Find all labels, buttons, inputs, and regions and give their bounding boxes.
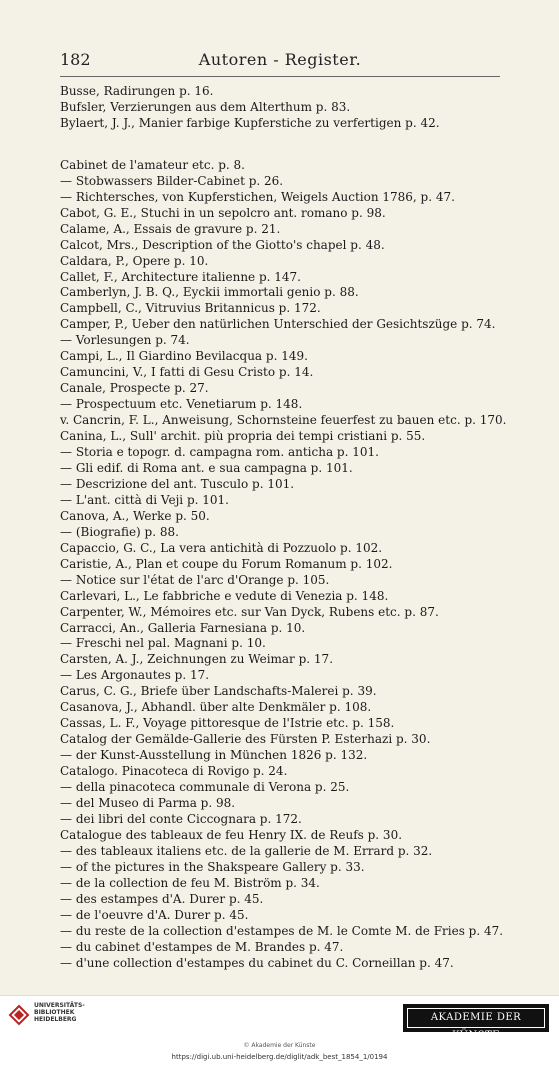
register-entry: Catalogo. Pinacoteca di Rovigo p. 24. (60, 764, 288, 779)
register-entry: — du reste de la collection d'estampes de M. le Comte M. de Fries p. 47. (60, 923, 504, 938)
register-entry: — Notice sur l'état de l'arc d'Orange p. 105. (60, 572, 330, 587)
register-entry: Cabot, G. E., Stuchi in un sepolcro ant. romano p. 98. (60, 205, 386, 220)
register-entry: — des tableaux italiens etc. de la gallerie de M. Errard p. 32. (60, 843, 433, 858)
register-entry: — (Biografie) p. 88. (60, 524, 179, 539)
register-entry: Camper, P., Ueber den natürlichen Unterschied der Gesichtszüge p. 74. (60, 317, 496, 332)
register-entry: Bufsler, Verzierungen aus dem Alterthum p. 83. (60, 99, 351, 114)
register-entry: Catalogue des tableaux de feu Henry IX. de Reufs p. 30. (60, 827, 403, 842)
entries-b-section (60, 84, 540, 132)
register-entry: — Les Argonautes p. 17. (60, 668, 210, 683)
register-entry: Caldara, P., Opere p. 10. (60, 253, 209, 268)
register-entry: — d'une collection d'estampes du cabinet du C. Corneillan p. 47. (60, 955, 454, 970)
register-entry: — de l'oeuvre d'A. Durer p. 45. (60, 907, 249, 922)
register-entry: Callet, F., Architecture italienne p. 147. (60, 269, 301, 284)
library-name-line: BIBLIOTHEK (34, 1009, 75, 1016)
register-entry: — of the pictures in the Shakspeare Gallery p. 33. (60, 859, 365, 874)
register-entry: Canina, L., Sull' archit. più propria dei tempi cristiani p. 55. (60, 429, 426, 444)
library-name-line: UNIVERSITÄTS- (34, 1002, 85, 1009)
register-entry: — L'ant. città di Veji p. 101. (60, 492, 229, 507)
register-entry: — del Museo di Parma p. 98. (60, 795, 236, 810)
register-entry: Capaccio, G. C., La vera antichità di Pozzuolo p. 102. (60, 540, 383, 555)
page-header (60, 50, 500, 74)
register-entry: — de la collection de feu M. Biström p. 34. (60, 875, 320, 890)
register-entry: Bylaert, J. J., Manier farbige Kupferstiche zu verfertigen p. 42. (60, 115, 440, 130)
register-entry: Camberlyn, J. B. Q., Eyckii immortali genio p. 88. (60, 285, 359, 300)
register-entry: — Prospectuum etc. Venetiarum p. 148. (60, 397, 303, 412)
register-entry: — der Kunst-Ausstellung in München 1826 p. 132. (60, 748, 368, 763)
register-entry: — Vorlesungen p. 74. (60, 333, 190, 348)
library-name-line: HEIDELBERG (34, 1016, 77, 1023)
register-entry: — Richtersches, von Kupferstichen, Weigels Auction 1786, p. 47. (60, 189, 455, 204)
register-entry: Carlevari, L., Le fabbriche e vedute di Venezia p. 148. (60, 588, 389, 603)
header-divider (60, 76, 500, 77)
akademie-logo (403, 1004, 549, 1041)
register-entry: Catalog der Gemälde-Gallerie des Fürsten P. Esterhazi p. 30. (60, 732, 431, 747)
register-entry: Carpenter, W., Mémoires etc. sur Van Dyck, Rubens etc. p. 87. (60, 604, 439, 619)
register-entry: — Gli edif. di Roma ant. e sua campagna p. 101. (60, 460, 353, 475)
register-entry: Cassas, L. F., Voyage pittoresque de l'Istrie etc. p. 158. (60, 716, 395, 731)
register-entry: Campbell, C., Vitruvius Britannicus p. 172. (60, 301, 321, 316)
university-library-logo-icon (8, 1004, 30, 1026)
register-entry: — des estampes d'A. Durer p. 45. (60, 891, 264, 906)
register-entry: Carracci, An., Galleria Farnesiana p. 10. (60, 620, 306, 635)
register-entry: Calcot, Mrs., Description of the Giotto's chapel p. 48. (60, 237, 385, 252)
library-name (34, 1002, 85, 1023)
register-entry: — Stobwassers Bilder-Cabinet p. 26. (60, 173, 284, 188)
register-entry: — du cabinet d'estampes de M. Brandes p. 47. (60, 939, 344, 954)
register-entry: Cabinet de l'amateur etc. p. 8. (60, 157, 245, 172)
register-entry: Canale, Prospecte p. 27. (60, 381, 209, 396)
akademie-logo-text: AKADEMIE DER KÜNSTE (407, 1008, 545, 1028)
register-entry: Casanova, J., Abhandl. über alte Denkmäler p. 108. (60, 700, 372, 715)
page-number: 182 (60, 50, 91, 69)
register-entries (60, 84, 540, 971)
register-entry: Carus, C. G., Briefe über Landschafts-Malerei p. 39. (60, 684, 377, 699)
register-entry: — Storia e topogr. d. campagna rom. anticha p. 101. (60, 445, 379, 460)
register-entry: — della pinacoteca communale di Verona p. 25. (60, 780, 350, 795)
register-entry: Canova, A., Werke p. 50. (60, 508, 210, 523)
register-entry: Carsten, A. J., Zeichnungen zu Weimar p. 17. (60, 652, 334, 667)
entries-c-section (60, 158, 540, 972)
register-entry: v. Cancrin, F. L., Anweisung, Schornsteine feuerfest zu bauen etc. p. 170. (60, 413, 507, 428)
register-entry: Camuncini, V., I fatti di Gesu Cristo p. 14. (60, 365, 314, 380)
register-entry: Campi, L., Il Giardino Bevilacqua p. 149. (60, 349, 308, 364)
copyright-notice: © Akademie der Künste (243, 1042, 316, 1049)
source-url-link[interactable]: https://digi.ub.uni-heidelberg.de/diglit/adk_best_1854_1/0194 (171, 1053, 388, 1061)
viewer-footer (0, 995, 559, 1041)
register-entry: — Freschi nel pal. Magnani p. 10. (60, 636, 266, 651)
running-title: Autoren - Register. (198, 50, 362, 69)
register-entry: Caristie, A., Plan et coupe du Forum Romanum p. 102. (60, 556, 393, 571)
section-gap (60, 132, 540, 158)
register-entry: Busse, Radirungen p. 16. (60, 84, 214, 98)
register-entry: — Descrizione del ant. Tusculo p. 101. (60, 476, 295, 491)
register-entry: Calame, A., Essais de gravure p. 21. (60, 221, 281, 236)
register-entry: — dei libri del conte Ciccognara p. 172. (60, 811, 302, 826)
